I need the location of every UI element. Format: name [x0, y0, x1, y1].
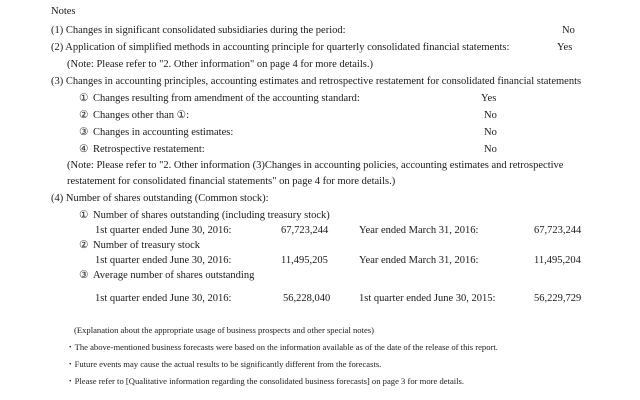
item3-note-line1: (Note: Please refer to "2. Other information (3)Changes in accounting policies, accounting estimates and retrospective [67, 160, 564, 171]
group1-left-label: 1st quarter ended June 30, 2016: [95, 225, 232, 236]
group3-right-value: 56,229,729 [534, 293, 582, 304]
notes-heading: Notes [51, 6, 76, 17]
group2-right-value: 11,495,204 [534, 255, 581, 266]
group1-marker: ① [79, 210, 89, 221]
explanation-bullet-1: ・The above-mentioned business forecasts were based on the information available as of the date of the release of this report. [66, 342, 498, 352]
group2-marker: ② [79, 240, 89, 251]
item3-sub2-answer: No [484, 110, 497, 121]
item3-sub3-answer: No [484, 127, 497, 138]
item1-text: (1) Changes in significant consolidated subsidiaries during the period: [51, 25, 346, 36]
group2-left-label: 1st quarter ended June 30, 2016: [95, 255, 232, 266]
group1-left-value: 67,723,244 [281, 225, 329, 236]
group3-left-value: 56,228,040 [283, 293, 331, 304]
group2-left-value: 11,495,205 [281, 255, 328, 266]
explanation-bullet-3: ・Please refer to [Qualitative information regarding the consolidated business forecasts] on page 3 for more details. [66, 376, 465, 386]
item3-note-line2: restatement for consolidated financial statements" on page 4 for more details.) [67, 176, 396, 187]
item3-sub3-marker: ③ [79, 127, 89, 138]
group1-right-value: 67,723,244 [534, 225, 582, 236]
item1-answer: No [562, 25, 575, 36]
group3-title: Average number of shares outstanding [93, 270, 255, 281]
item2-text: (2) Application of simplified methods in accounting principle for quarterly consolidated financial statements: [51, 42, 510, 53]
item3-sub1-label: Changes resulting from amendment of the accounting standard: [93, 93, 360, 104]
item2-answer: Yes [557, 42, 573, 53]
item3-sub4-marker: ④ [79, 144, 89, 155]
group1-right-label: Year ended March 31, 2016: [359, 225, 479, 236]
group2-title: Number of treasury stock [93, 240, 201, 251]
item3-sub4-label: Retrospective restatement: [93, 144, 205, 155]
item3-sub4-answer: No [484, 144, 497, 155]
item3-sub2-label: Changes other than ①: [93, 110, 190, 121]
group1-title: Number of shares outstanding (including treasury stock) [93, 210, 330, 221]
item3-sub2-marker: ② [79, 110, 89, 121]
group3-right-label: 1st quarter ended June 30, 2015: [359, 293, 496, 304]
item3-text: (3) Changes in accounting principles, accounting estimates and retrospective restatement for consolidated financial statements [51, 76, 582, 87]
item4-text: (4) Number of shares outstanding (Common stock): [51, 193, 269, 204]
explanation-heading: (Explanation about the appropriate usage of business prospects and other special notes) [74, 325, 374, 335]
item3-sub3-label: Changes in accounting estimates: [93, 127, 234, 138]
explanation-bullet-2: ・Future events may cause the actual results to be significantly different from the forecasts. [66, 359, 382, 369]
item3-sub1-marker: ① [79, 93, 89, 104]
group3-marker: ③ [79, 270, 89, 281]
item2-note: (Note: Please refer to "2. Other information" on page 4 for more details.) [67, 59, 373, 70]
group3-left-label: 1st quarter ended June 30, 2016: [95, 293, 232, 304]
group2-right-label: Year ended March 31, 2016: [359, 255, 479, 266]
item3-sub1-answer: Yes [481, 93, 497, 104]
